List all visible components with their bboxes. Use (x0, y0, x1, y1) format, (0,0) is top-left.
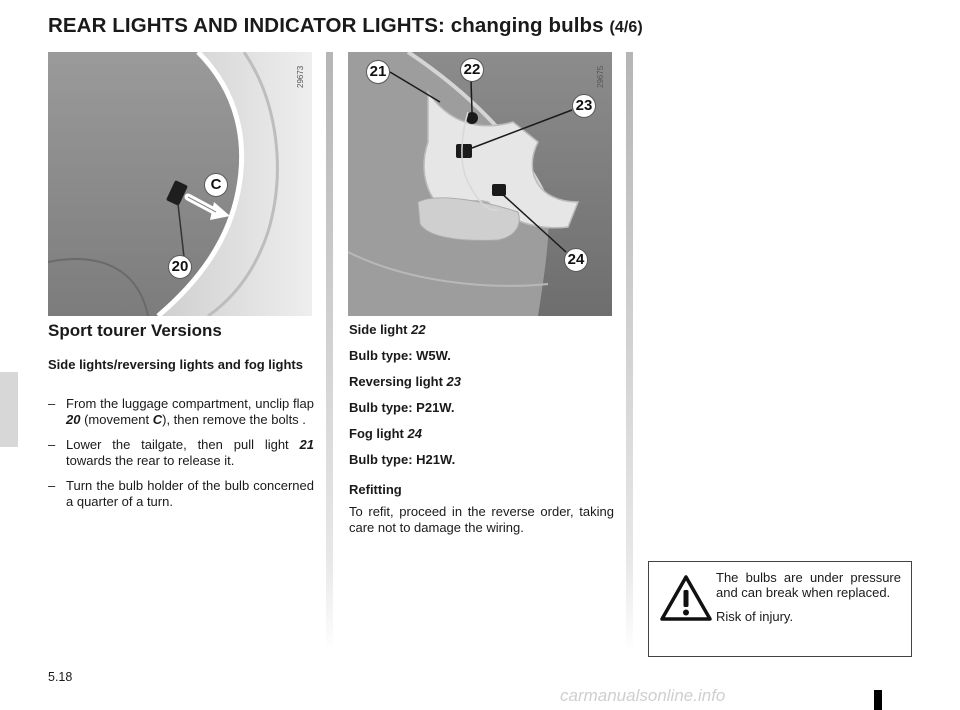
refitting-text: To refit, proceed in the reverse order, taking care not to damage the wiring. (349, 504, 614, 535)
figure-rear-light-unit (348, 52, 612, 316)
procedure-step: – From the luggage compartment, unclip flap 20 (movement C), then remove the bolts . (48, 396, 314, 427)
chapter-tab (0, 372, 18, 447)
figure-code: 29675 (596, 65, 605, 88)
bulb-line: Side light 22 (349, 322, 426, 337)
section-subheading: Side lights/reversing lights and fog lights (48, 357, 303, 372)
section-heading: Sport tourer Versions (48, 321, 222, 340)
page-title: REAR LIGHTS AND INDICATOR LIGHTS: changing bulbs (4/6) (48, 14, 643, 37)
warning-text (716, 570, 901, 633)
corner-mark (874, 690, 882, 710)
bulb-specifications (349, 322, 614, 546)
callout-23: 23 (572, 94, 596, 118)
callout-21: 21 (366, 60, 390, 84)
page-number: 5.18 (48, 670, 73, 684)
procedure-steps (48, 396, 314, 519)
bulb-line: Fog light 24 (349, 426, 422, 441)
bulb-line: Reversing light 23 (349, 374, 462, 389)
page-title-suffix: (4/6) (609, 19, 643, 36)
bulb-line: Bulb type: H21W. (349, 452, 456, 467)
callout-22: 22 (460, 58, 484, 82)
bulb-line: Bulb type: P21W. (349, 400, 455, 415)
warning-line: The bulbs are under pressure and can break when replaced. (716, 570, 901, 600)
column-divider-right (626, 52, 633, 652)
warning-box (648, 561, 912, 657)
callout-c: C (204, 173, 228, 197)
bulb-line: Bulb type: W5W. (349, 348, 451, 363)
warning-line: Risk of injury. (716, 609, 794, 624)
watermark: carmanualsonline.info (560, 686, 726, 705)
rear-light-illustration (348, 52, 612, 316)
column-divider-left (326, 52, 333, 652)
refitting-title: Refitting (349, 482, 402, 497)
procedure-step: – Turn the bulb holder of the bulb concerned a quarter of a turn. (48, 478, 314, 509)
warning-triangle-icon (659, 574, 713, 622)
figure-code: 29673 (296, 65, 305, 88)
figure-tailgate-flap (48, 52, 312, 316)
procedure-step: – Lower the tailgate, then pull light 21 towards the rear to release it. (48, 437, 314, 468)
callout-24: 24 (564, 248, 588, 272)
callout-20: 20 (168, 255, 192, 279)
